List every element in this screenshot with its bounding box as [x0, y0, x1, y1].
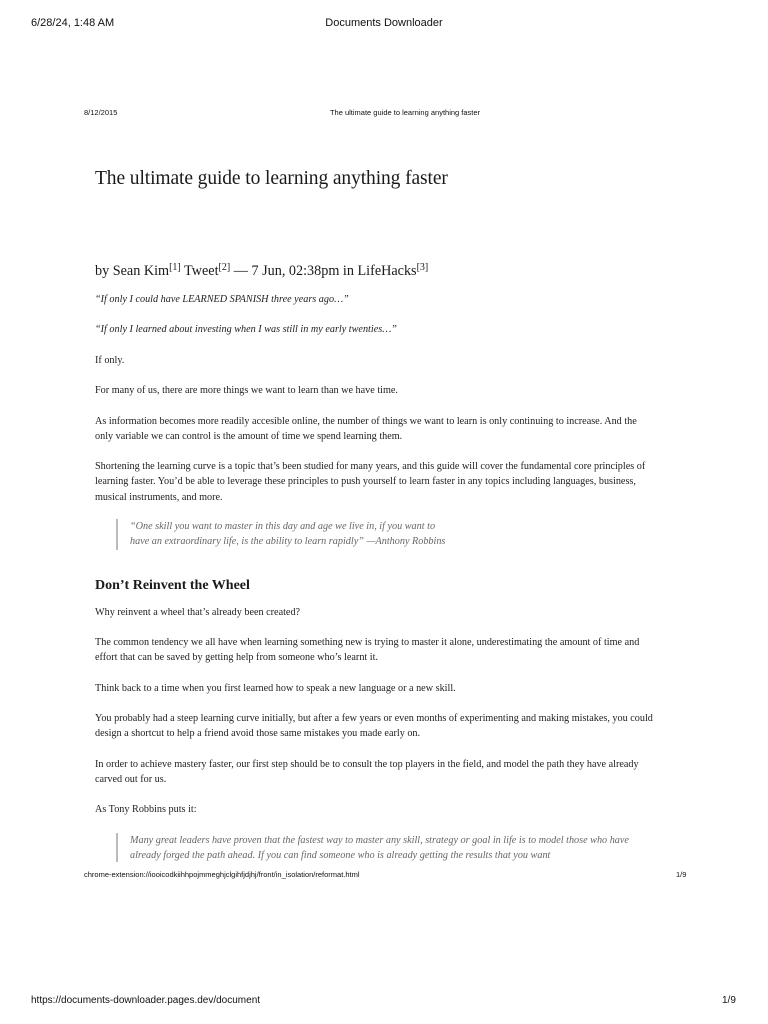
paragraph: In order to achieve mastery faster, our first step should be to consult the top players in the field, and model the path they have already carved out for us.	[95, 759, 639, 786]
blockquote-tony-robbins: Many great leaders have proven that the fastest way to master any skill, strategy or goal in life is to model those who have already forged the path ahead. If you can find someone who is already getting the results that you want	[116, 833, 650, 862]
paragraph: As information becomes more readily accesible online, the number of things we want to learn is only continuing to increase. And the only variable we can control is the amount of time we spend learning them.	[95, 416, 637, 443]
inner-footer-url: chrome-extension://iooicodkiihhpojmmeghjclgihfjdjhj/front/in_isolation/reformat.html	[84, 870, 360, 879]
inner-page-title: The ultimate guide to learning anything faster	[329, 108, 481, 117]
ref-link-2[interactable]: [2]	[218, 262, 231, 273]
inner-footer-page: 1/9	[676, 870, 687, 879]
paragraph: If only.	[95, 355, 125, 366]
print-page-count: 1/9	[722, 995, 736, 1006]
paragraph: Why reinvent a wheel that’s already been created?	[95, 607, 301, 618]
byline-author[interactable]: by Sean Kim	[95, 263, 170, 279]
byline-date-category[interactable]: — 7 Jun, 02:38pm in LifeHacks	[230, 263, 417, 279]
ref-link-1[interactable]: [1]	[169, 262, 181, 273]
print-timestamp: 6/28/24, 1:48 AM	[31, 17, 115, 29]
intro-quote-1: “If only I could have LEARNED SPANISH three years ago…”	[95, 294, 349, 305]
inner-page-date: 8/12/2015	[84, 108, 118, 117]
paragraph: For many of us, there are more things we want to learn than we have time.	[95, 385, 398, 396]
section-heading: Don’t Reinvent the Wheel	[95, 578, 250, 593]
paragraph: The common tendency we all have when learning something new is trying to master it alone, underestimating the amount of time and effort that can be saved by getting help from someone who’s learnt it.	[95, 637, 640, 664]
tweet-link[interactable]: Tweet	[180, 263, 219, 279]
paragraph: As Tony Robbins puts it:	[95, 804, 197, 815]
paragraph: Think back to a time when you first learned how to speak a new language or a new skill.	[95, 683, 456, 694]
blockquote-robbins: “One skill you want to master in this day and age we live in, if you want to have an extraordinary life, is the ability to learn rapidly” —Anthony Robbins	[116, 519, 670, 550]
print-page-title: Documents Downloader	[325, 17, 443, 29]
article-byline	[95, 263, 428, 280]
paragraph: Shortening the learning curve is a topic that’s been studied for many years, and this guide will cover the fundamental core principles of learning faster. You’d be able to leverage these principles to push yourself to learn faster in any topics including languages, business, musical instruments, and more.	[95, 461, 646, 503]
print-url: https://documents-downloader.pages.dev/document	[31, 995, 261, 1006]
paragraph: You probably had a steep learning curve initially, but after a few years or even months of experimenting and making mistakes, you could design a shortcut to help a friend avoid those same mistakes you made early on.	[95, 713, 653, 740]
intro-quote-2: “If only I learned about investing when I was still in my early twenties…”	[95, 324, 397, 335]
article-title: The ultimate guide to learning anything faster	[95, 168, 448, 189]
ref-link-3[interactable]: [3]	[416, 262, 429, 273]
